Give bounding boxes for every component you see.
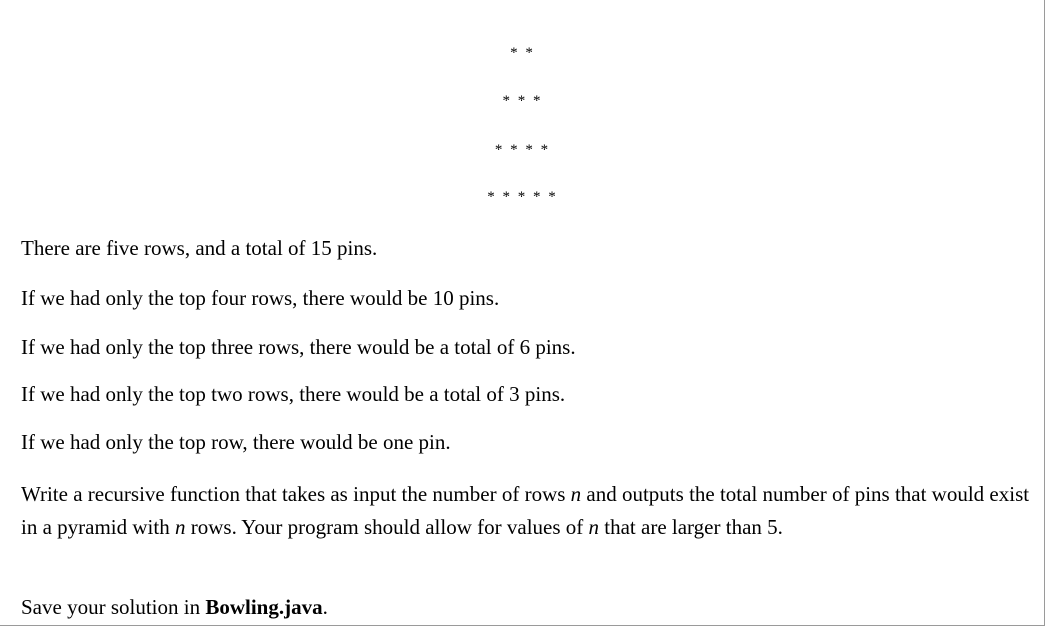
variable-n: n (588, 515, 600, 539)
task-text-1: Write a recursive function that takes as input the number of rows (21, 482, 571, 506)
solution-filename: Bowling.java (205, 595, 323, 619)
task-text-4: that are larger than 5. (599, 515, 783, 539)
task-text-2: and outputs the total number of pins that would exist in a pyramid with (21, 482, 1030, 539)
paragraph-three-rows: If we had only the top three rows, there would be a total of 6 pins. (21, 335, 576, 359)
pyramid-row-4: * * * * (494, 142, 551, 158)
pyramid-row-2: * * (510, 45, 535, 61)
save-prefix: Save your solution in (21, 595, 206, 619)
save-suffix: . (322, 595, 328, 619)
pyramid-row-3: * * * (502, 93, 543, 109)
pyramid-row-5: * * * * * (487, 189, 558, 205)
paragraph-two-rows: If we had only the top two rows, there would be a total of 3 pins. (21, 382, 566, 406)
variable-n: n (174, 515, 186, 539)
paragraph-save-instruction (21, 591, 1036, 624)
paragraph-four-rows: If we had only the top four rows, there would be 10 pins. (21, 286, 500, 310)
task-text-3: rows. Your program should allow for values of (185, 515, 589, 539)
variable-n: n (570, 482, 582, 506)
paragraph-total-pins: There are five rows, and a total of 15 pins. (21, 236, 378, 260)
paragraph-one-row: If we had only the top row, there would be one pin. (21, 430, 451, 454)
paragraph-task-description (21, 478, 1036, 544)
